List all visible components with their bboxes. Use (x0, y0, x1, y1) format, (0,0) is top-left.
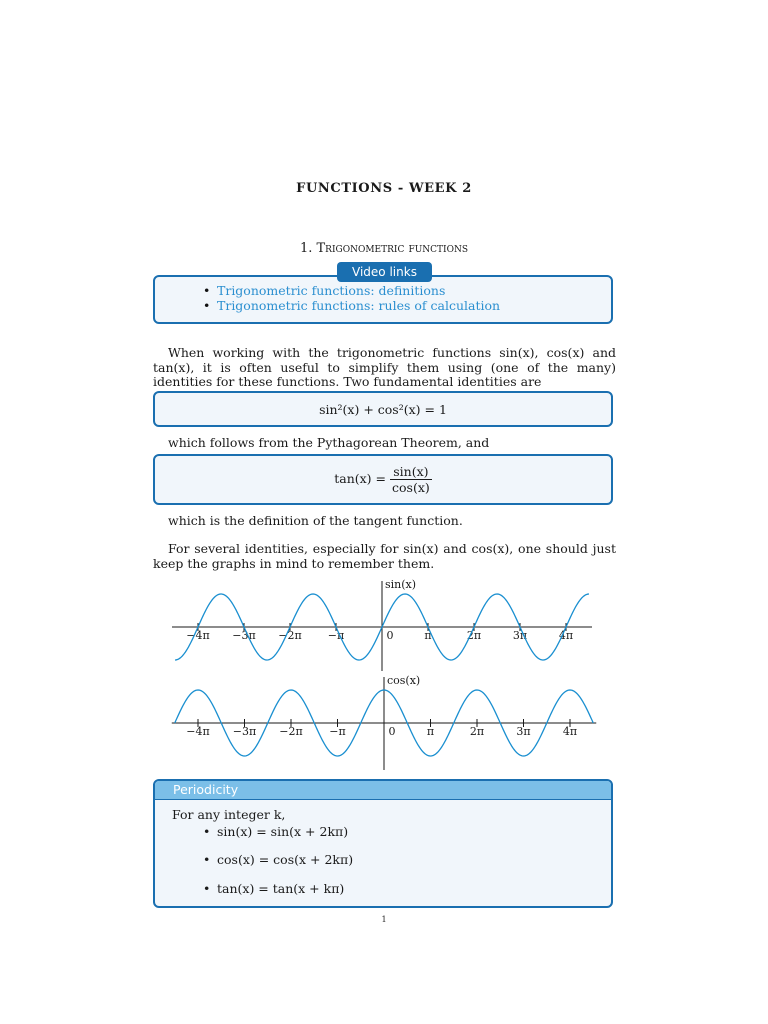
section-title: Trigonometric functions (316, 241, 469, 256)
periodicity-heading: Periodicity (173, 782, 239, 797)
page-title: FUNCTIONS - WEEK 2 (296, 181, 472, 196)
x-tick-label: 2π (466, 629, 482, 642)
graphs-intro-paragraph: For several identities, especially for sin(x) and cos(x), one should just keep the graphs in mind to remember them. (153, 541, 616, 571)
graph-title: sin(x) (385, 578, 417, 591)
x-tick-label: −π (327, 629, 345, 642)
periodicity-item-sin: • sin(x) = sin(x + 2kπ) (203, 824, 349, 839)
video-link-definitions[interactable]: • Trigonometric functions: definitions (203, 283, 446, 298)
video-links-heading: Video links (337, 262, 432, 282)
x-tick-label: −2π (278, 629, 302, 642)
x-tick-label: −4π (186, 629, 210, 642)
identity-tangent: tan(x) = $\frac{\sin(x)}{\cos(x)}$ (334, 464, 430, 495)
x-tick-label: 4π (562, 725, 578, 738)
sin-graph (172, 578, 592, 671)
x-tick-label: 3π (516, 725, 531, 738)
periodicity-item-tan: • tan(x) = tan(x + kπ) (203, 881, 345, 896)
x-tick-label: 2π (469, 725, 485, 738)
cos-graph (172, 674, 597, 770)
x-tick-label: 0 (388, 725, 396, 738)
x-tick-label: −2π (279, 725, 303, 738)
x-tick-label: −3π (232, 629, 256, 642)
intro-paragraph: When working with the trigonometric functions sin(x), cos(x) and tan(x), it is often useful to simplify them using (one of the many) identities for these functions. Two fundamental identities are (153, 345, 616, 389)
section-number: 1. (299, 241, 313, 256)
x-tick-label: 4π (558, 629, 574, 642)
graph-title: cos(x) (387, 674, 421, 687)
x-tick-label: π (426, 725, 435, 738)
x-tick-label: −3π (232, 725, 257, 738)
page-number: 1 (381, 915, 387, 924)
after-identity2-text: which is the definition of the tangent function. (168, 513, 463, 528)
video-link-rules[interactable]: • Trigonometric functions: rules of calculation (203, 298, 501, 313)
tangent-fraction: $\frac{\sin(x)}{\cos(x)}$ (392, 464, 430, 495)
identity-pythagorean: sin²(x) + cos²(x) = 1 (319, 402, 447, 417)
x-tick-label: 3π (512, 629, 528, 642)
periodicity-intro: For any integer k, (172, 807, 286, 822)
x-tick-label: 0 (386, 629, 394, 642)
after-identity1-text: which follows from the Pythagorean Theorem, and (168, 435, 490, 450)
periodicity-item-cos: • cos(x) = cos(x + 2kπ) (203, 852, 354, 867)
x-tick-label: π (424, 629, 432, 642)
x-tick-label: −4π (186, 725, 210, 738)
periodicity-header (155, 781, 611, 800)
x-tick-label: −π (329, 725, 346, 738)
